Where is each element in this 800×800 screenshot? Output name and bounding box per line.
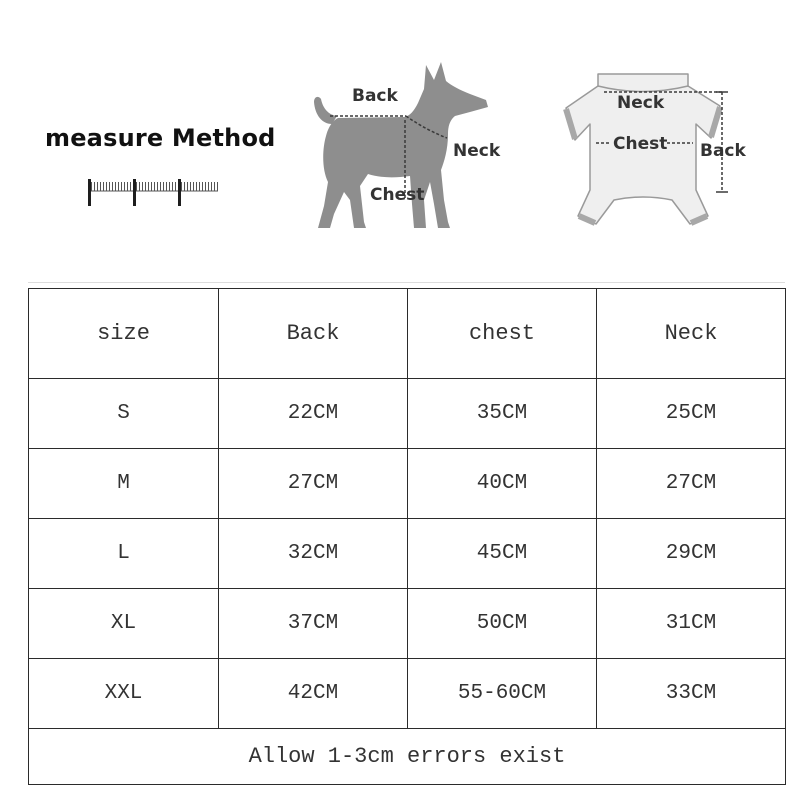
ruler-icon	[88, 179, 218, 206]
column-header-neck: Neck	[597, 289, 786, 379]
measure-method-title: measure Method	[45, 124, 276, 152]
size-cell: L	[29, 519, 219, 589]
measurement-diagrams	[0, 0, 800, 260]
neck-cell: 29CM	[597, 519, 786, 589]
table-row	[29, 659, 786, 729]
tolerance-note: Allow 1-3cm errors exist	[29, 729, 786, 785]
neck-cell: 25CM	[597, 379, 786, 449]
garment-back-label: Back	[700, 141, 746, 161]
chest-cell: 55-60CM	[408, 659, 597, 729]
tolerance-note-row	[29, 729, 786, 785]
size-table	[28, 288, 786, 785]
column-header-size: size	[29, 289, 219, 379]
divider	[28, 282, 785, 283]
chest-cell: 35CM	[408, 379, 597, 449]
column-header-back: Back	[219, 289, 408, 379]
dog-neck-label: Neck	[453, 141, 501, 161]
chest-cell: 40CM	[408, 449, 597, 519]
size-cell: XXL	[29, 659, 219, 729]
chest-cell: 45CM	[408, 519, 597, 589]
neck-cell: 33CM	[597, 659, 786, 729]
garment-neck-label: Neck	[617, 93, 665, 113]
chest-cell: 50CM	[408, 589, 597, 659]
table-row	[29, 519, 786, 589]
dog-back-label: Back	[352, 86, 398, 106]
dog-chest-label: Chest	[370, 185, 425, 205]
table-row	[29, 379, 786, 449]
back-cell: 42CM	[219, 659, 408, 729]
back-cell: 32CM	[219, 519, 408, 589]
garment-chest-label: Chest	[613, 134, 668, 154]
table-header-row	[29, 289, 786, 379]
back-cell: 37CM	[219, 589, 408, 659]
size-cell: M	[29, 449, 219, 519]
size-cell: XL	[29, 589, 219, 659]
size-cell: S	[29, 379, 219, 449]
back-cell: 27CM	[219, 449, 408, 519]
table-row	[29, 449, 786, 519]
neck-cell: 31CM	[597, 589, 786, 659]
neck-cell: 27CM	[597, 449, 786, 519]
back-cell: 22CM	[219, 379, 408, 449]
table-row	[29, 589, 786, 659]
column-header-chest: chest	[408, 289, 597, 379]
